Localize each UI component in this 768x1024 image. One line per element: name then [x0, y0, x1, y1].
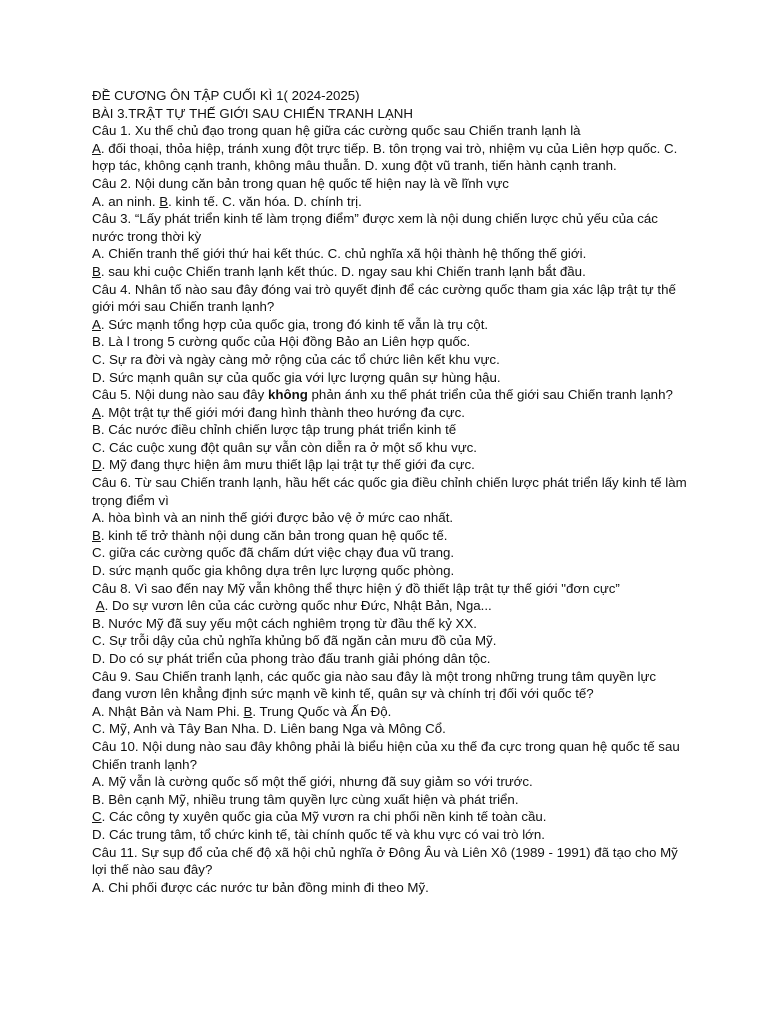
question-6-option-d: D. sức mạnh quốc gia không dựa trên lực lượng quốc phòng.: [92, 563, 455, 579]
question-6-option-c: C. giữa các cường quốc đã chấm dứt việc chạy đua vũ trang.: [92, 545, 455, 561]
document-body: [92, 87, 691, 896]
answer-letter: B: [92, 527, 101, 543]
answer-letter: A: [92, 404, 101, 420]
question-4-option-c: C. Sự ra đời và ngày càng mở rộng của các tổ chức liên kết khu vực.: [92, 351, 500, 367]
question-8-option-a: [92, 597, 688, 615]
answer-letter: B: [243, 703, 253, 719]
option-text: . kinh tế. C. văn hóa. D. chính trị.: [168, 193, 362, 209]
question-2-stem: Câu 2. Nội dung căn bản trong quan hệ quốc tế hiện nay là về lĩnh vực: [92, 175, 509, 191]
option-text: . Do sự vươn lên của các cường quốc như Đức, Nhật Bản, Nga...: [104, 598, 492, 614]
question-1-options: [92, 140, 688, 175]
document-title: ĐỀ CƯƠNG ÔN TẬP CUỐI KÌ 1( 2024-2025): [92, 88, 360, 103]
question-8-stem: Câu 8. Vì sao đến nay Mỹ vẫn không thể thực hiện ý đồ thiết lập trật tự thế giới "đơn cực”: [92, 580, 620, 596]
answer-letter: A: [92, 316, 101, 332]
lesson-heading: BÀI 3.TRẬT TỰ THẾ GIỚI SAU CHIẾN TRANH LẠNH: [92, 105, 414, 121]
question-5-option-c: C. Các cuộc xung đột quân sự vẫn còn diễn ra ở một số khu vực.: [92, 439, 477, 455]
option-text: A. an ninh.: [92, 193, 160, 209]
question-6-option-a: A. hòa bình và an ninh thế giới được bảo vệ ở mức cao nhất.: [92, 510, 454, 526]
answer-letter: C: [92, 809, 102, 825]
question-1-stem: Câu 1. Xu thế chủ đạo trong quan hệ giữa các cường quốc sau Chiến tranh lạnh là: [92, 123, 581, 139]
question-8-option-b: B. Nước Mỹ đã suy yếu một cách nghiêm trọng từ đầu thế kỷ XX.: [92, 615, 477, 631]
question-11-option-a: A. Chi phối được các nước tư bản đồng minh đi theo Mỹ.: [92, 879, 429, 895]
question-11-stem: Câu 11. Sự sụp đổ của chế độ xã hội chủ nghĩa ở Đông Âu và Liên Xô (1989 - 1991) đã tạo cho Mỹ lợi thế nào sau đây?: [92, 844, 682, 878]
question-10-stem: Câu 10. Nội dung nào sau đây không phải là biểu hiện của xu thế đa cực trong quan hệ quốc tế sau Chiến tranh lạnh?: [92, 738, 684, 772]
question-4-option-a: [92, 316, 688, 334]
question-10-option-a: A. Mỹ vẫn là cường quốc số một thế giới, nhưng đã suy giảm so với trước.: [92, 774, 533, 790]
option-text: A. Nhật Bản và Nam Phi.: [92, 703, 244, 719]
answer-letter: D: [92, 457, 102, 473]
question-10-option-b: B. Bên cạnh Mỹ, nhiều trung tâm quyền lực cùng xuất hiện và phát triển.: [92, 791, 519, 807]
option-text: . Trung Quốc và Ấn Độ.: [252, 703, 392, 719]
answer-letter: B: [159, 193, 169, 209]
question-6-stem: Câu 6. Từ sau Chiến tranh lạnh, hầu hết các quốc gia điều chỉnh chiến lược phát triển lấy kinh tế làm trọng điểm vì: [92, 475, 691, 508]
stem-text: phản ánh xu thế phát triển của thế giới sau Chiến tranh lạnh?: [307, 387, 673, 403]
answer-letter: B: [92, 263, 101, 279]
question-3-options-ac: A. Chiến tranh thế giới thứ hai kết thúc. C. chủ nghĩa xã hội thành hệ thống thế giới.: [92, 246, 587, 262]
question-10-option-c: [92, 808, 688, 826]
question-10-option-d: D. Các trung tâm, tổ chức kinh tế, tài chính quốc tế và khu vực có vai trò lớn.: [92, 826, 545, 842]
question-9-options-ab: [92, 703, 688, 721]
question-4-option-d: D. Sức mạnh quân sự của quốc gia với lực lượng quân sự hùng hậu.: [92, 369, 501, 385]
question-6-option-b: [92, 527, 688, 545]
question-8-option-c: C. Sự trỗi dậy của chủ nghĩa khủng bố đã ngăn cản mưu đồ của Mỹ.: [92, 633, 497, 649]
option-text: . Các công ty xuyên quốc gia của Mỹ vươn ra chi phối nền kinh tế toàn cầu.: [101, 809, 547, 825]
question-9-options-cd: C. Mỹ, Anh và Tây Ban Nha. D. Liên bang Nga và Mông Cổ.: [92, 721, 446, 737]
question-4-stem: Câu 4. Nhân tố nào sau đây đóng vai trò quyết định để các cường quốc tham gia xác lập trật tự thế giới mới sau Chiến tranh lạnh?: [92, 281, 680, 315]
option-text: . sau khi cuộc Chiến tranh lạnh kết thúc. D. ngay sau khi Chiến tranh lạnh bắt đầu.: [100, 263, 586, 279]
question-5-option-b: B. Các nước điều chỉnh chiến lược tập trung phát triển kinh tế: [92, 422, 457, 438]
stem-emphasis: không: [267, 387, 308, 403]
question-5-stem: [92, 386, 688, 404]
option-text: . Một trật tự thế giới mới đang hình thành theo hướng đa cực.: [100, 404, 465, 420]
question-3-options-bd: [92, 263, 688, 281]
question-5-option-d: [92, 456, 688, 474]
question-4-option-b: B. Là l trong 5 cường quốc của Hội đồng Bảo an Liên hợp quốc.: [92, 334, 471, 350]
answer-letter: A: [95, 598, 105, 614]
question-3-stem: Câu 3. “Lấy phát triển kinh tế làm trọng điểm” được xem là nội dung chiến lược chủ yếu của các nước trong thời kỳ: [92, 211, 662, 244]
question-8-option-d: D. Do có sự phát triển của phong trào đấu tranh giải phóng dân tộc.: [92, 651, 491, 666]
option-text: . kinh tế trở thành nội dung căn bản trong quan hệ quốc tế.: [100, 527, 448, 543]
option-text: . đối thoại, thỏa hiệp, tránh xung đột trực tiếp. B. tôn trọng vai trò, nhiệm vụ của Liên hợp quốc. C. hợp tác, không cạnh tranh, không mâu thuẫn. D. xung đột vũ tranh, tiến hành cạnh tranh.: [92, 140, 682, 174]
stem-text: Câu 5. Nội dung nào sau đây: [92, 387, 268, 403]
question-2-options: [92, 193, 688, 211]
answer-letter: A: [92, 140, 101, 156]
question-9-stem: Câu 9. Sau Chiến tranh lạnh, các quốc gia nào sau đây là một trong những trung tâm quyền lực đang vươn lên khẳng định sức mạnh về kinh tế, quân sự và chính trị đối với quốc tế?: [92, 668, 660, 702]
option-text: . Mỹ đang thực hiện âm mưu thiết lập lại trật tự thế giới đa cực.: [101, 457, 475, 473]
option-text: . Sức mạnh tổng hợp của quốc gia, trong đó kinh tế vẫn là trụ cột.: [100, 316, 489, 332]
question-5-option-a: [92, 404, 688, 422]
